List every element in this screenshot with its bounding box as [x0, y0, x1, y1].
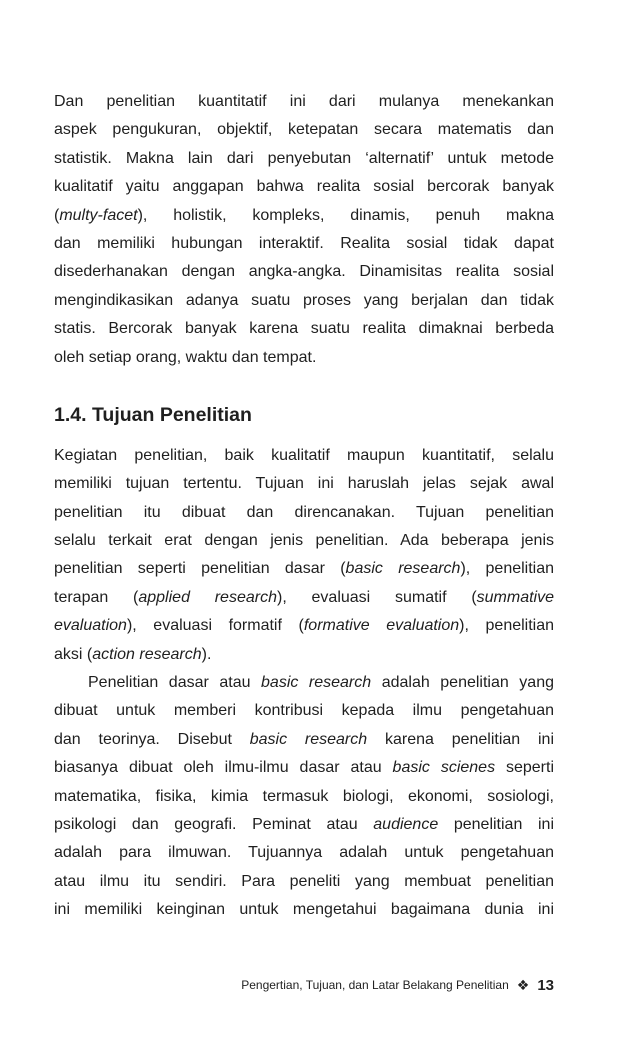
text-line: Dan penelitian kuantitatif ini dari mulanya menekankan	[54, 93, 554, 110]
text-segment: karena penelitian ini	[367, 730, 555, 748]
text-segment: ), holistik, kompleks, dinamis, penuh makna	[137, 206, 554, 224]
text-segment: ), penelitian	[460, 560, 555, 578]
text-line: ini memiliki keinginan untuk mengetahui bagaimana dunia ini	[54, 901, 554, 919]
text-line: aspek pengukuran, objektif, ketepatan secara matematis dan	[54, 121, 554, 139]
text-segment: biasanya dibuat oleh ilmu-ilmu dasar atau	[54, 759, 393, 777]
text-segment: penelitian ini	[438, 815, 555, 833]
paragraph-3	[54, 669, 554, 925]
italic-term: formative evaluation	[303, 617, 460, 635]
text-line	[54, 641, 554, 669]
italic-term: action research	[92, 645, 202, 663]
running-title: Pengertian, Tujuan, dan Latar Belakang Penelitian	[241, 978, 509, 992]
page-body	[54, 88, 554, 925]
text-line	[54, 584, 554, 612]
section-heading: 1.4. Tujuan Penelitian	[54, 403, 252, 426]
italic-term: basic research	[261, 674, 372, 692]
paragraph-1	[54, 88, 554, 372]
text-segment: ).	[201, 645, 212, 663]
text-line	[54, 754, 554, 782]
italic-term: basic research	[345, 560, 461, 578]
text-line: statis. Bercorak banyak karena suatu realita dimaknai berbeda	[54, 320, 554, 338]
text-line: penelitian itu dibuat dan direncanakan. Tujuan penelitian	[54, 503, 554, 521]
text-segment: ), penelitian	[459, 617, 555, 635]
text-segment: seperti	[495, 759, 554, 777]
text-segment: penelitian seperti penelitian dasar (	[54, 560, 346, 578]
text-segment: adalah penelitian yang	[371, 674, 555, 692]
text-segment: ), evaluasi formatif (	[126, 617, 304, 635]
text-line	[54, 811, 554, 839]
text-line: statistik. Makna lain dari penyebutan ‘alternatif’ untuk metode	[54, 149, 554, 167]
text-line: adalah para ilmuwan. Tujuannya adalah untuk pengetahuan	[54, 844, 554, 862]
text-segment: psikologi dan geografi. Peminat atau	[54, 815, 374, 833]
italic-term: basic scienes	[392, 759, 496, 777]
text-line: dibuat untuk memberi kontribusi kepada ilmu pengetahuan	[54, 702, 554, 720]
page-footer	[54, 972, 554, 998]
italic-term: evaluation	[54, 617, 127, 635]
text-segment: ), evaluasi sumatif (	[276, 588, 477, 606]
text-line: kualitatif yaitu anggapan bahwa realita sosial bercorak banyak	[54, 178, 554, 196]
text-line: dan memiliki hubungan interaktif. Realita sosial tidak dapat	[54, 234, 554, 252]
paragraph-2	[54, 442, 554, 669]
italic-term: applied research	[138, 588, 277, 606]
italic-term: basic research	[249, 730, 368, 748]
text-line: mengindikasikan adanya suatu proses yang berjalan dan tidak	[54, 291, 554, 309]
text-line	[54, 612, 554, 640]
page-number: 13	[537, 976, 554, 994]
text-line	[54, 726, 554, 754]
italic-term: multy-facet	[59, 206, 138, 224]
text-line: memiliki tujuan tertentu. Tujuan ini haruslah jelas sejak awal	[54, 475, 554, 493]
italic-term: audience	[373, 815, 439, 833]
text-segment: Penelitian dasar atau	[88, 674, 262, 692]
text-segment: terapan (	[54, 588, 139, 606]
text-line: atau ilmu itu sendiri. Para peneliti yang membuat penelitian	[54, 872, 554, 890]
text-segment: (	[54, 206, 60, 224]
italic-term: summative	[476, 588, 555, 606]
text-line	[54, 202, 554, 230]
text-segment: dan teorinya. Disebut	[54, 730, 250, 748]
text-line: oleh setiap orang, waktu dan tempat.	[54, 348, 317, 366]
text-line	[54, 555, 554, 583]
text-line: selalu terkait erat dengan jenis penelitian. Ada beberapa jenis	[54, 532, 554, 550]
text-line: disederhanakan dengan angka-angka. Dinamisitas realita sosial	[54, 263, 554, 281]
text-line: matematika, fisika, kimia termasuk biologi, ekonomi, sosiologi,	[54, 787, 554, 805]
ornament-icon: ❖	[516, 977, 530, 993]
text-line: Kegiatan penelitian, baik kualitatif maupun kuantitatif, selalu	[54, 446, 554, 464]
text-line	[54, 669, 554, 697]
text-segment: aksi (	[54, 645, 93, 663]
